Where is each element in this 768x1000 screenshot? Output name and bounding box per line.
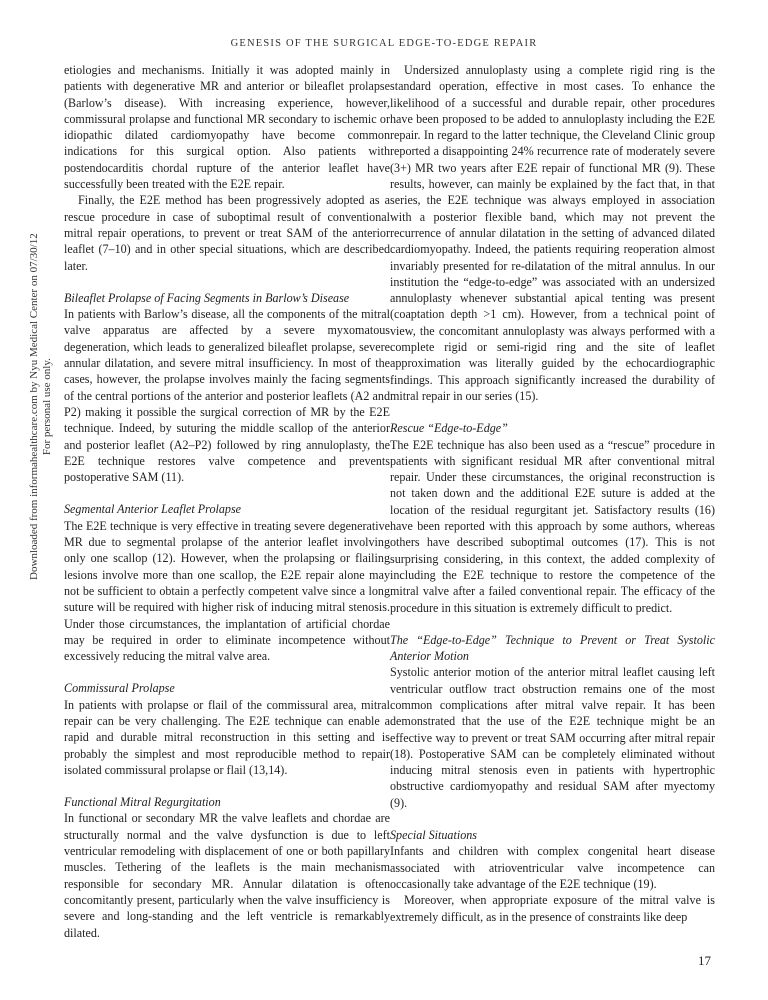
running-head: GENESIS OF THE SURGICAL EDGE-TO-EDGE REPAIR [230, 38, 538, 49]
heading-functional-mr: Functional Mitral Regurgitation [64, 795, 221, 810]
download-notice-line-1: Downloaded from informahealthcare.com by Nyu Medical Center on 07/30/12 [28, 233, 40, 580]
heading-bileaflet-prolapse: Bileaflet Prolapse of Facing Segments in Barlow’s Disease [64, 290, 350, 305]
right-column [390, 62, 715, 925]
heading-segmental-prolapse: Segmental Anterior Leaflet Prolapse [64, 502, 242, 517]
heading-special-situations: Special Situations [390, 828, 478, 843]
paragraph-functional-mr: In functional or secondary MR the valve leaflets and chordae are structurally normal and the valve dysfunction is due to left ventricular remodeling with displacement of one or both papillary muscles. Tethering of the leaflets is the main mechanism responsible for secondary MR. Annular dilatation is often concomitantly present, particularly when the valve insufficiency is severe and long-standing and the left ventricle is remarkably dilated. [64, 811, 390, 940]
paragraph-segmental-prolapse: The E2E technique is very effective in treating severe degenerative MR due to segmental prolapse of the anterior leaflet involving only one scallop (12). However, when the prolapsing or flailing lesions involve more than one scallop, the E2E repair alone may not be sufficient to obtain a perfectly competent valve since a long suture will be required with higher risk of inducing mitral stenosis. Under those circumstances, the implantation of artificial chordae may be required in order to eliminate incompetence without excessively reducing the mitral valve area. [64, 518, 390, 664]
paragraph-commissural-prolapse: In patients with prolapse or flail of the commissural area, mitral repair can be very challenging. The E2E technique can enable a rapid and durable mitral reconstruction in this setting and is probably the simplest and most reproducible method to repair isolated commissural prolapse or flail (13,14). [64, 697, 390, 777]
download-notice [28, 233, 54, 580]
paragraph-special-situations-2: Moreover, when appropriate exposure of the mitral valve is extremely difficult, as in the presence of constraints like deep [390, 893, 715, 924]
left-column [64, 62, 390, 941]
paragraph-special-situations-1: Infants and children with complex congenital heart disease associated with atrioventricular valve incompetence can occasionally take advantage of the E2E technique (19). [390, 844, 715, 891]
heading-commissural-prolapse: Commissural Prolapse [64, 681, 175, 696]
paragraph-sam: Systolic anterior motion of the anterior mitral leaflet causing left ventricular outflow tract obstruction remains one of the most common complications after mitral valve repair. It has been demonstrated that the use of the E2E technique might be an effective way to prevent or treat SAM occurring after mitral repair (18). Postoperative SAM can be completely eliminated without inducing mitral stenosis even in patients with hypertrophic obstructive cardiomyopathy and residual SAM after myectomy (9). [390, 665, 715, 810]
paragraph-etiologies: etiologies and mechanisms. Initially it was adopted mainly in patients with degenerative MR and anterior or bileaflet prolapse (Barlow’s disease). With increasing experience, however, commissural prolapse and functional MR secondary to ischemic or idiopathic dilated cardiomyopathy have become common indications for this surgical option. Also patients with postendocarditis chordal rupture of the anterior leaflet have successfully been treated with the E2E repair. [64, 63, 390, 192]
page-number: 17 [698, 953, 711, 968]
paragraph-rescue-e2e: The E2E technique has also been used as a “rescue” procedure in patients with significant residual MR after conventional mitral repair. Under these circumstances, the original reconstruction is not taken down and the additional E2E suture is added at the location of the residual regurgitant jet. Satisfactory results (16) have been reported with this approach by some authors, whereas others have described suboptimal outcomes (17). This is not surprising considering, in this context, the added complexity of including the E2E technique to restore the competence of the mitral valve after a failed conventional repair. The efficacy of the procedure in this situation is extremely difficult to predict. [390, 437, 715, 615]
paragraph-rescue-intro: Finally, the E2E method has been progressively adopted as a rescue procedure in case of suboptimal result of conventional mitral repair operations, to prevent or treat SAM of the anterior leaflet (7–10) and in other special situations, which are described later. [64, 193, 390, 273]
heading-rescue-e2e: Rescue “Edge-to-Edge” [390, 421, 508, 436]
download-notice-line-2: For personal use only. [41, 358, 53, 456]
heading-sam: The “Edge-to-Edge” Technique to Prevent or Treat Systolic Anterior Motion [390, 632, 715, 664]
paragraph-bileaflet-prolapse: In patients with Barlow’s disease, all the components of the mitral valve apparatus are affected by a severe myxomatous degeneration, which leads to generalized bileaflet prolapse, severe annular dilatation, and severe mitral insufficiency. In most of the cases, however, the prolapse involves mainly the facing segments of the central portions of the anterior and posterior leaflets (A2 and P2) making it possible the surgical correction of MR by the E2E technique. Indeed, by suturing the middle scallop of the anterior and posterior leaflet (A2–P2) followed by ring annuloplasty, the E2E technique restores valve competence and prevents postoperative SAM (11). [64, 307, 390, 485]
paragraph-annuloplasty: Undersized annuloplasty using a complete rigid ring is the standard operation, effective in most cases. To enhance the likelihood of a successful and durable repair, other procedures have been proposed to be added to annuloplasty including the E2E repair. In regard to the latter technique, the Cleveland Clinic group reported a disappointing 24% recurrence rate of moderately severe (3+) MR two years after E2E repair of functional MR (9). These results, however, can mainly be explained by the fact that, in that series, the E2E technique was always employed in association with a posterior flexible band, which may not prevent the recurrence of annular dilatation in the setting of advanced dilated cardiomyopathy. Indeed, the patients requiring reoperation almost invariably presented for re-dilatation of the mitral annulus. In our institution the “edge-to-edge” was associated with an undersized annuloplasty whenever substantial apical tenting was present (coaptation depth >1 cm). However, from a technical point of view, the concomitant annuloplasty was always performed with a complete rigid or semi-rigid ring and the site of leaflet approximation was literally guided by the echocardiographic findings. This approach significantly increased the durability of mitral repair in our series (15). [390, 63, 715, 403]
